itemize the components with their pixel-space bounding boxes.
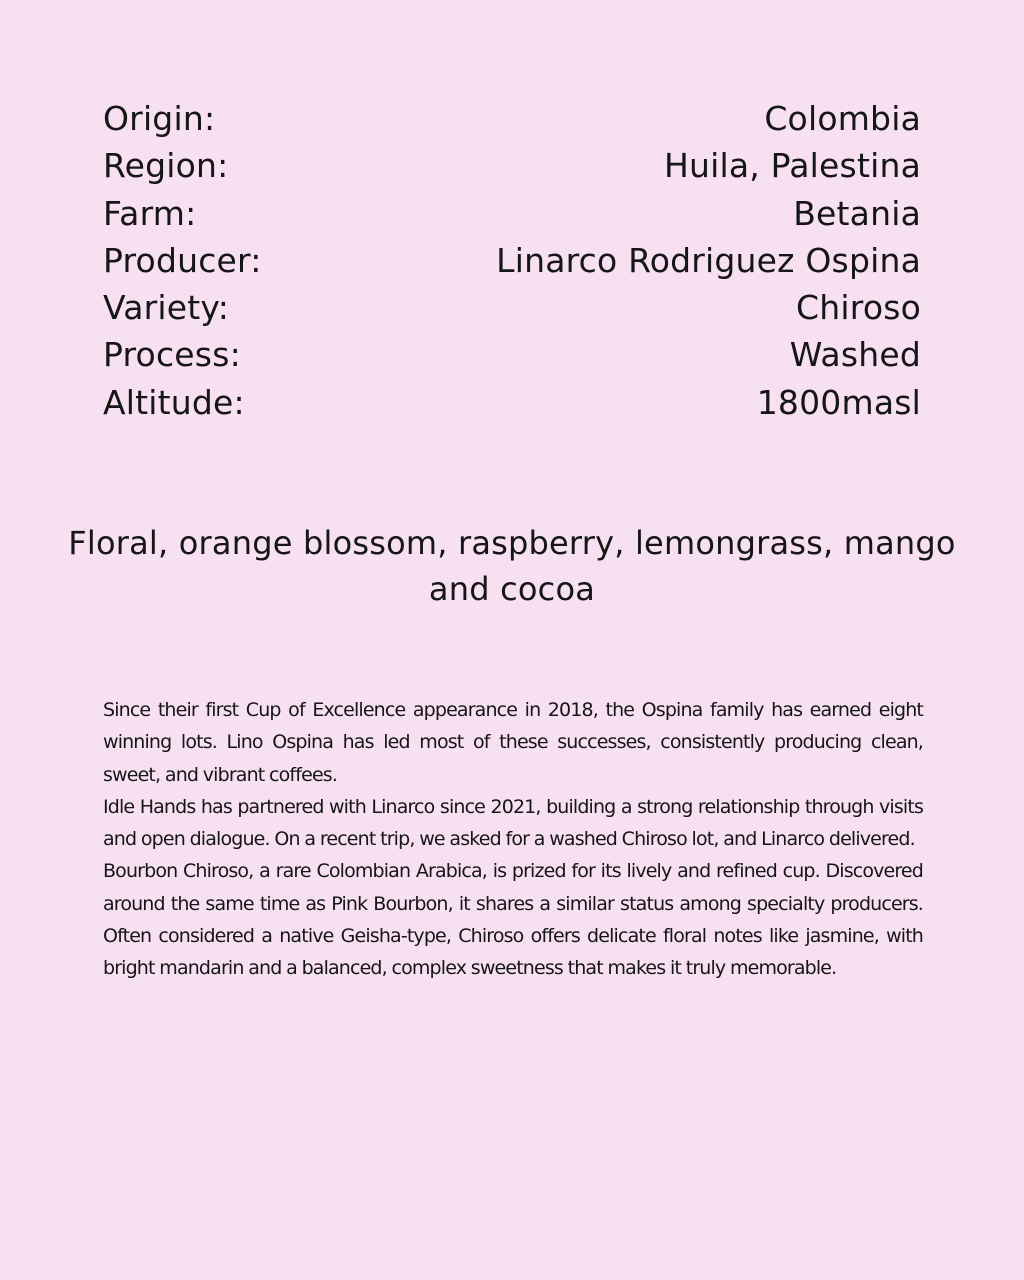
coffee-description xyxy=(103,694,923,985)
spec-label: Region: xyxy=(103,146,229,186)
spec-label: Variety: xyxy=(103,288,230,328)
spec-value: Chiroso xyxy=(796,288,921,328)
spec-label: Altitude: xyxy=(103,382,245,422)
description-paragraph: Idle Hands has partnered with Linarco since 2021, building a strong relationship through visits and open dialogue. On a recent trip, we asked for a washed Chiroso lot, and Linarco delivered. xyxy=(103,795,923,851)
spec-value: 1800masl xyxy=(756,382,921,422)
spec-row-producer xyxy=(103,241,921,288)
spec-row-altitude xyxy=(103,383,921,430)
spec-value: Colombia xyxy=(764,99,921,138)
spec-row-process xyxy=(103,335,921,382)
spec-label: Origin: xyxy=(103,99,216,138)
spec-row-origin xyxy=(103,99,921,146)
spec-value: Washed xyxy=(789,335,921,375)
spec-value: Betania xyxy=(793,193,921,233)
coffee-spec-list xyxy=(103,99,921,430)
description-paragraph: Since their first Cup of Excellence appearance in 2018, the Ospina family has earned eight winning lots. Lino Ospina has led most of these successes, consistently producing clean, sweet, and vibrant coffees. xyxy=(103,699,923,786)
spec-row-farm xyxy=(103,194,921,241)
spec-label: Producer: xyxy=(103,240,262,280)
description-paragraph: Bourbon Chiroso, a rare Colombian Arabica, is prized for its lively and refined cup. Discovered around the same time as Pink Bourbon, it shares a similar status among specialty producers. Often considered a native Geisha-type, Chiroso offers delicate floral notes like jasmine, with bright mandarin and a balanced, complex sweetness that makes it truly memorable. xyxy=(103,860,923,980)
spec-value: Huila, Palestina xyxy=(663,146,921,186)
tasting-notes: Floral, orange blossom, raspberry, lemongrass, mango and cocoa xyxy=(68,524,956,608)
spec-row-variety xyxy=(103,288,921,335)
spec-label: Farm: xyxy=(103,193,197,233)
spec-value: Linarco Rodriguez Ospina xyxy=(496,240,921,280)
spec-row-region xyxy=(103,146,921,193)
spec-label: Process: xyxy=(103,335,241,375)
